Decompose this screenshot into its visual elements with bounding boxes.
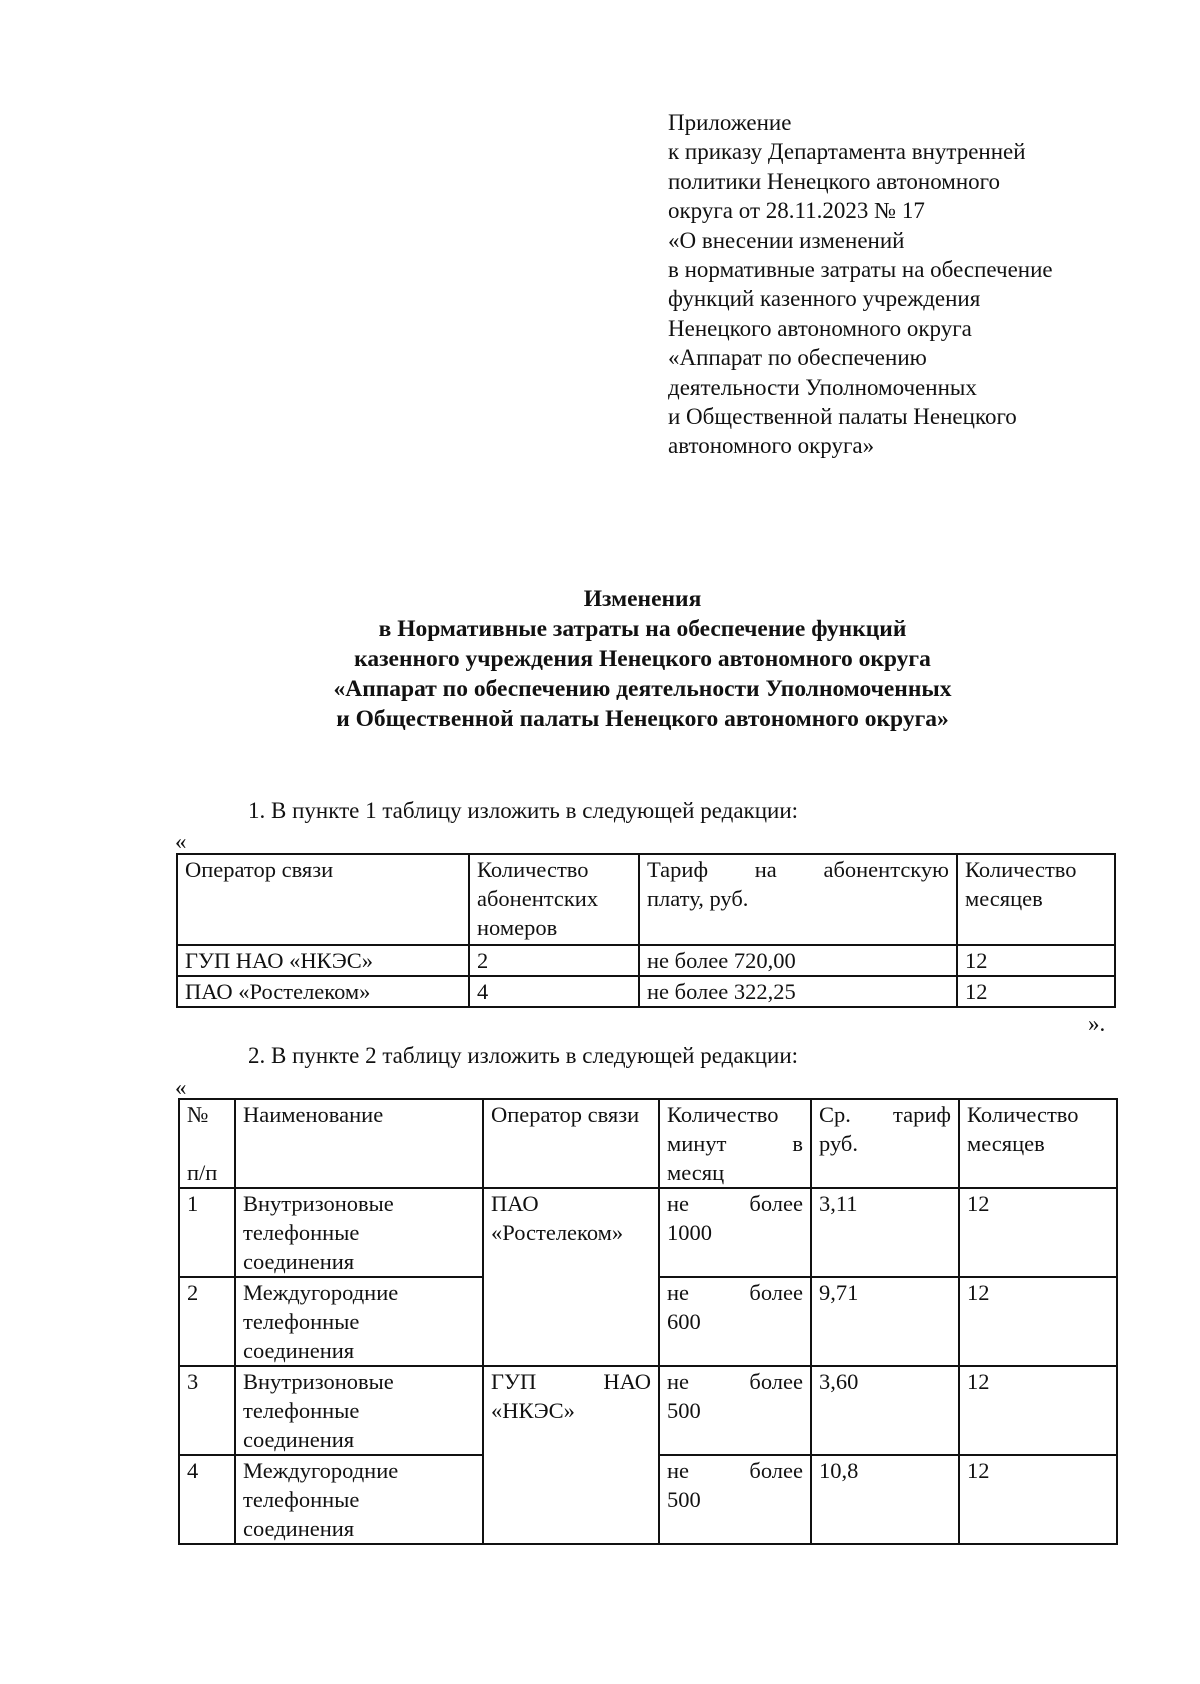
header-tariff-line1	[819, 1100, 951, 1129]
appendix-line: автономного округа»	[668, 433, 875, 459]
word: не	[667, 1458, 690, 1483]
word: ГУП	[491, 1369, 537, 1394]
cell-tariff: 3,11	[811, 1188, 959, 1277]
word: тариф	[893, 1102, 951, 1127]
header-operator: Оператор связи	[177, 854, 469, 945]
header-minutes-line2	[667, 1129, 803, 1158]
cell-months: 12	[957, 976, 1115, 1007]
word: на	[754, 857, 777, 882]
title-line: в Нормативные затраты на обеспечение функций	[378, 616, 907, 642]
title-line: «Аппарат по обеспечению деятельности Уполномоченных	[333, 676, 952, 702]
title-line: казенного учреждения Ненецкого автономного округа	[354, 646, 931, 672]
minutes-line2: 1000	[667, 1220, 712, 1245]
word: Ср.	[819, 1102, 851, 1127]
section2-intro: 2. В пункте 2 таблицу изложить в следующей редакции:	[248, 1043, 799, 1068]
cell-months: 12	[959, 1455, 1117, 1544]
appendix-line: функций казенного учреждения	[668, 286, 981, 312]
title-line: и Общественной палаты Ненецкого автономного округа»	[336, 706, 949, 732]
appendix-line: Приложение	[668, 110, 792, 135]
cell-name: Внутризоновые телефонные соединения	[235, 1188, 483, 1277]
word: более	[749, 1280, 803, 1305]
minutes-line2: 500	[667, 1487, 701, 1512]
cell-name: Междугородние телефонные соединения	[235, 1455, 483, 1544]
cell-name: Междугородние телефонные соединения	[235, 1277, 483, 1366]
appendix-line: и Общественной палаты Ненецкого	[668, 404, 1017, 430]
cell-operator: ГУП НАО «НКЭС»	[177, 945, 469, 976]
appendix-line: политики Ненецкого автономного	[668, 168, 1000, 194]
document-title	[175, 584, 1110, 734]
word: более	[749, 1458, 803, 1483]
cell-operator: ПАО «Ростелеком»	[177, 976, 469, 1007]
header-tariff	[639, 854, 957, 945]
appendix-line: в нормативные затраты на обеспечение	[668, 257, 1053, 283]
cell-minutes	[659, 1366, 811, 1455]
header-tariff-line1	[647, 855, 949, 884]
cell-tariff: не более 322,25	[639, 976, 957, 1007]
table-row	[177, 976, 1115, 1007]
cell-num: 2	[179, 1277, 235, 1366]
header-tariff-line2: руб.	[819, 1131, 858, 1156]
table-row	[177, 945, 1115, 976]
minutes-line2: 500	[667, 1398, 701, 1423]
word: не	[667, 1369, 690, 1394]
header-tariff	[811, 1099, 959, 1188]
minutes-line1	[667, 1189, 803, 1218]
word: НАО	[603, 1369, 651, 1394]
appendix-line: округа от 28.11.2023 № 17	[668, 198, 925, 224]
cell-count: 4	[469, 976, 639, 1007]
word: более	[749, 1191, 803, 1216]
word: более	[749, 1369, 803, 1394]
operator-line2: «НКЭС»	[491, 1398, 575, 1423]
section1-intro: 1. В пункте 1 таблицу изложить в следующей редакции:	[248, 798, 799, 823]
table-row	[179, 1366, 1117, 1455]
word: абонентскую	[823, 857, 949, 882]
title-line: Изменения	[583, 586, 702, 612]
cell-num: 3	[179, 1366, 235, 1455]
appendix-line: «Аппарат по обеспечению	[668, 345, 927, 371]
appendix-line: «О внесении изменений	[668, 227, 905, 253]
appendix-block	[668, 108, 1148, 461]
header-minutes-line1: Количество	[667, 1102, 779, 1127]
header-name: Наименование	[235, 1099, 483, 1188]
table-row	[179, 1188, 1117, 1277]
header-months: Количество месяцев	[959, 1099, 1117, 1188]
cell-operator-rostelecom: ПАО «Ростелеком»	[483, 1188, 659, 1366]
cell-months: 12	[959, 1277, 1117, 1366]
cell-tariff: 3,60	[811, 1366, 959, 1455]
cell-tariff: 9,71	[811, 1277, 959, 1366]
word: не	[667, 1280, 690, 1305]
cell-num: 4	[179, 1455, 235, 1544]
cell-operator-nkes	[483, 1366, 659, 1544]
word: не	[667, 1191, 690, 1216]
appendix-line: к приказу Департамента внутренней	[668, 139, 1026, 165]
section2-open-quote: «	[175, 1075, 187, 1100]
table-header-row	[179, 1099, 1117, 1188]
table-operators	[176, 853, 1116, 1008]
cell-num: 1	[179, 1188, 235, 1277]
header-num	[179, 1099, 235, 1188]
header-num-top: №	[187, 1102, 209, 1127]
cell-months: 12	[959, 1188, 1117, 1277]
operator-line1	[491, 1367, 651, 1396]
header-minutes	[659, 1099, 811, 1188]
cell-tariff: 10,8	[811, 1455, 959, 1544]
table-header-row	[177, 854, 1115, 945]
minutes-line1	[667, 1456, 803, 1485]
cell-months: 12	[957, 945, 1115, 976]
header-tariff-line2: плату, руб.	[647, 886, 749, 911]
header-minutes-line3: месяц	[667, 1160, 725, 1185]
header-count: Количество абонентских номеров	[469, 854, 639, 945]
minutes-line2: 600	[667, 1309, 701, 1334]
header-num-bottom: п/п	[187, 1160, 218, 1185]
word: минут	[667, 1131, 727, 1156]
cell-minutes	[659, 1455, 811, 1544]
word: в	[792, 1131, 803, 1156]
header-months: Количество месяцев	[957, 854, 1115, 945]
cell-tariff: не более 720,00	[639, 945, 957, 976]
cell-minutes	[659, 1277, 811, 1366]
cell-minutes	[659, 1188, 811, 1277]
minutes-line1	[667, 1278, 803, 1307]
cell-count: 2	[469, 945, 639, 976]
cell-name: Внутризоновые телефонные соединения	[235, 1366, 483, 1455]
table-calls	[178, 1098, 1118, 1545]
section1-close-quote: ».	[1088, 1011, 1106, 1036]
cell-months: 12	[959, 1366, 1117, 1455]
appendix-line: деятельности Уполномоченных	[668, 374, 977, 400]
header-operator: Оператор связи	[483, 1099, 659, 1188]
section1-open-quote: «	[175, 829, 187, 854]
word: Тариф	[647, 857, 709, 882]
appendix-line: Ненецкого автономного округа	[668, 315, 972, 341]
minutes-line1	[667, 1367, 803, 1396]
